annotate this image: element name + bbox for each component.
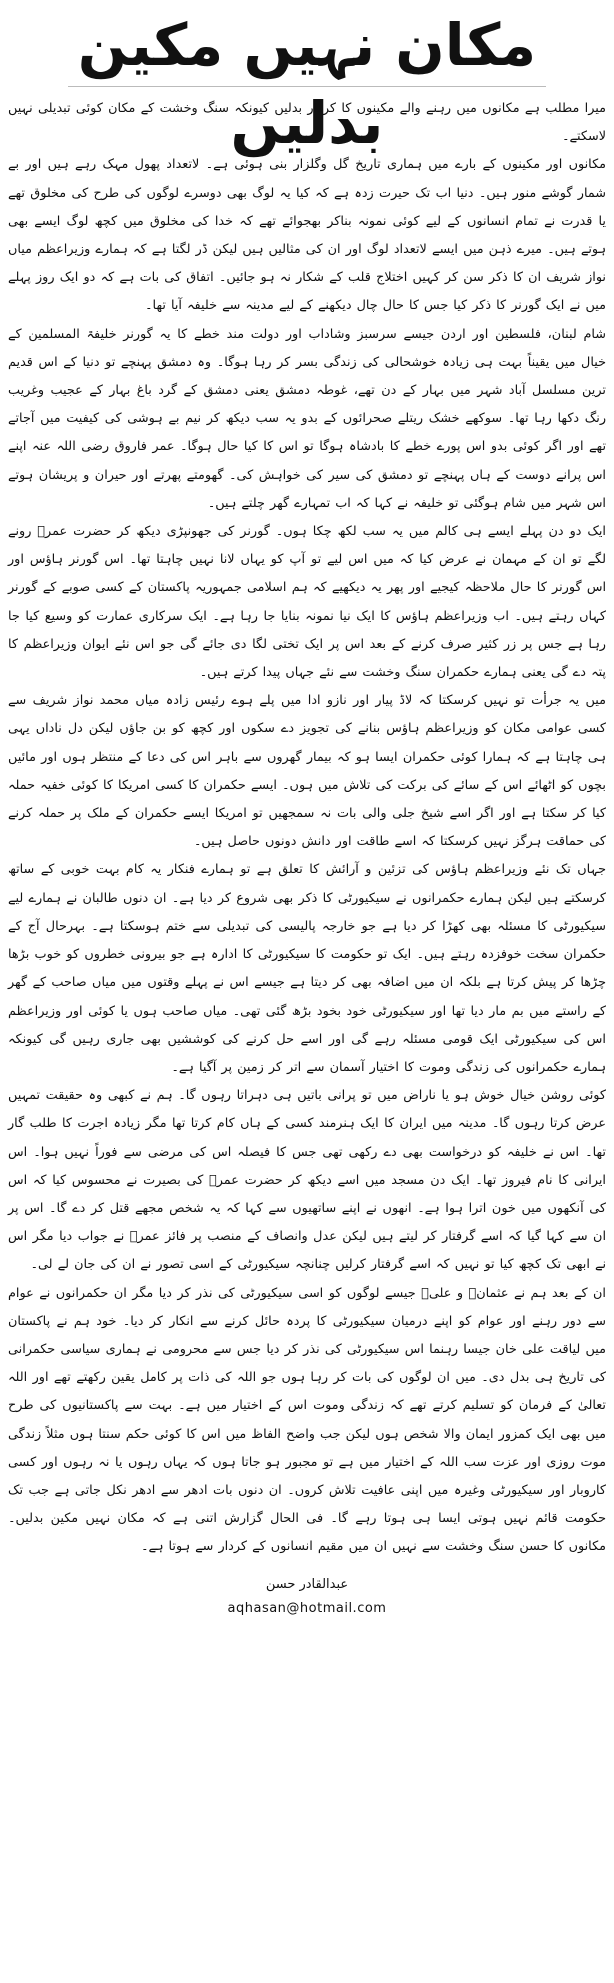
paragraph: میرا مطلب ہے مکانوں میں رہنے والے مکینوں کا کردار بدلیں کیونکہ سنگ وخشت کے مکان کوئی تبدیلی نہیں لاسکتے۔ bbox=[8, 101, 606, 145]
paragraph: مکانوں اور مکینوں کے بارے میں ہماری تاریخ گل وگلزار بنی ہوئی ہے۔ لاتعداد پھول مہک رہے ہیں اور بے شمار گوشے منور ہیں۔ دنیا اب تک حیرت زدہ ہے کہ کیا یہ لوگ بھی دوسرے لوگوں کی طرح کی مخلوق تھے یا قدرت نے تمام انسانوں کے لیے کوئی نمونہ بناکر بھجوائے تھے کہ خدا کی مخلوق میں کچھ لوگ ایسے بھی ہوتے ہیں۔ میرے ذہن میں ایسے لاتعداد لوگ اور ان کی مثالیں ہیں لیکن ڈر لگتا ہے کہ ہمارے وزیراعظم میاں نواز شریف ان کا ذکر سن کر کہیں اختلاج قلب کے شکار نہ ہو جائیں۔ اتفاق کی بات ہے کہ دو ایک روز پہلے میں نے ایک گورنر کا ذکر کیا جس کا حال چال دیکھنے کے لیے مدینہ سے خلیفہ آیا تھا۔ bbox=[8, 157, 606, 314]
paragraph: ایک دو دن پہلے ایسے ہی کالم میں یہ سب لکھ چکا ہوں۔ گورنر کی جھونپڑی دیکھ کر حضرت عمرؓ رونے لگے تو ان کے مہمان نے عرض کیا کہ میں اس لیے تو آپ کو یہاں لانا نہیں چاہتا تھا۔ اس گورنر ہاؤس اور اس گورنر کا حال ملاحظہ کیجیے اور پھر یہ دیکھیے کہ ہم اسلامی جمہوریہ پاکستان کے کسی صوبے کے گورنر کہاں رہتے ہیں۔ اب وزیراعظم ہاؤس کا ایک نیا نمونہ بنایا جا رہا ہے۔ ایک سرکاری عمارت کو وسیع کیا جا رہا ہے جس پر زر کثیر صرف کرنے کے بعد اس پر ایک تختی لگا دی جائے گی جو اس نئے ایوان وزیراعظم کا پتہ دے گی یعنی ہمارے حکمران سنگ وخشت سے نئے جہاں پیدا کرتے ہیں۔ bbox=[8, 524, 606, 681]
headline: مکان نہیں مکین بدلیں bbox=[77, 11, 537, 157]
article-body bbox=[8, 95, 606, 1562]
paragraph: کوئی روشن خیال خوش ہو یا ناراض میں تو پرانی باتیں ہی دہراتا رہوں گا۔ ہم نے کبھی وہ حقیقت تمہیں عرض کرتا رہوں گا۔ مدینہ میں ایران کا ایک ہنرمند کسی کے ہاں کام کرتا تھا مگر زیادہ اجرت کا طلب گار تھا۔ اس نے خلیفہ کو درخواست بھی دے رکھی تھی جس کا فیصلہ اس کی مرضی سے فوراً نہیں ہوا۔ اس ایرانی کا نام فیروز تھا۔ ایک دن مسجد میں اسے دیکھ کر حضرت عمرؓ کی بصیرت نے محسوس کیا کہ اس کی آنکھوں میں خون اترا ہوا ہے۔ انھوں نے اپنے ساتھیوں سے کہا کہ یہ شخص مجھے قتل کر دے گا۔ اس پر ان سے کہا گیا کہ اسے گرفتار کر لیتے ہیں لیکن عدل وانصاف کے منصب پر فائز عمرؓ نے جواب دیا مگر اس نے ابھی تک کچھ کیا تو نہیں کہ اسے گرفتار کرلیں چنانچہ سیکیورٹی کے اسی تصور نے ان کی جان لے لی۔ bbox=[8, 1088, 606, 1273]
paragraph: ان کے بعد ہم نے عثمانؓ و علیؓ جیسے لوگوں کو اسی سیکیورٹی کی نذر کر دیا مگر ان حکمرانوں نے عوام سے دور رہنے اور عوام کو اپنے درمیان سیکیورٹی کا پردہ حائل کرنے سے انکار کر دیا۔ خود ہم نے پاکستان میں لیاقت علی خان جیسا رہنما اس سیکیورٹی کی نذر کر دیا جس سے محرومی نے ہماری سیاسی حکمرانی کی تاریخ ہی بدل دی۔ میں ان لوگوں کی بات کر رہا ہوں جو اللہ کی ذات پر کامل یقین رکھتے تھے اور اللہ تعالیٰ کے فرمان کو تسلیم کرتے تھے کہ زندگی وموت اس کے اختیار میں ہے۔ بہت سے پاکستانیوں کی طرح میں بھی ایک کمزور ایمان والا شخص ہوں لیکن جب واضح الفاظ میں اس کا کوئی حکم سنتا ہوں مثلاً زندگی موت روزی اور عزت سب اللہ کے اختیار میں ہے تو مجبور ہو جاتا ہوں کہ یہاں رہوں یا نہ رہوں اور کسی کاروبار اور سیکیورٹی وغیرہ میں اپنی عافیت تلاش کروں۔ ان دنوں بات ادھر سے ادھر نکل جاتی ہے جب تک حکومت قائم نہیں ہوتی ایسا ہی ہوتا رہے گا۔ فی الحال گزارش اتنی ہے کہ مکان نہیں مکین بدلیں۔ مکانوں کا حسن سنگ وخشت سے نہیں ان میں مقیم انسانوں کے کردار سے ہوتا ہے۔ bbox=[8, 1285, 606, 1555]
author-email[interactable]: aqhasan@hotmail.com bbox=[227, 1600, 387, 1616]
paragraph: جہاں تک نئے وزیراعظم ہاؤس کی تزئین و آرائش کا تعلق ہے تو ہمارے فنکار یہ کام بہت خوبی کے ساتھ کرسکتے ہیں لیکن ہمارے حکمرانوں نے سیکیورٹی کا ذکر بھی شروع کر دیا ہے۔ ان دنوں طالبان نے ہمارے لیے سیکیورٹی کا مسئلہ بھی کھڑا کر دیا ہے جو خارجہ پالیسی کی تبدیلی سے ختم ہوسکتا ہے۔ بہرحال آج کے حکمران سخت خوفزدہ رہتے ہیں۔ ایک تو حکومت کا سیکیورٹی کا ادارہ ہے جو بیرونی خطروں کو خوب بڑھا چڑھا کر پیش کرتا ہے بلکہ ان میں اضافہ بھی کر دیتا ہے جیسے اس نے پہلے وقتوں میں میاں صاحب کے گھر کے راستے میں بم مار دیا تھا اور سیکیورٹی خود بخود بڑھ گئی تھی۔ میاں صاحب ہوں یا کوئی اور وزیراعظم اس کی سیکیورٹی ایک قومی مسئلہ رہے گی اور اسے حل کرنے کی کوششیں بھی جاری رہیں گی کیونکہ ہمارے حکمرانوں کی زندگی وموت کا اختیار آسمان سے اتر کر زمین پر آگیا ہے۔ bbox=[8, 862, 606, 1075]
paragraph: شام لبنان، فلسطین اور اردن جیسے سرسبز وشاداب اور دولت مند خطے کا یہ گورنر خلیفۃ المسلمین کے خیال میں یقیناً بہت ہی زیادہ خوشحالی کی زندگی بسر کر رہا ہوگا۔ وہ دمشق پہنچے تو دنیا کے اس قدیم ترین مسلسل آباد شہر میں بہار کے دن تھے، غوطہ دمشق یعنی دمشق کے گرد باغ بہار کے عجیب وغریب رنگ دکھا رہا تھا۔ سوکھے خشک ریتلے صحرائوں کے بدو یہ سب دیکھ کر نیم بے ہوشی کی کیفیت میں آجاتے تھے اور اگر کوئی بدو اس پورے خطے کا بادشاہ ہوگا تو اس کا کیا حال ہوگا۔ عمر فاروق رضی اللہ عنہ اپنے اس پرانے دوست کے ہاں پہنچے تو دمشق کی سیر کی خواہش کی۔ گھومتے پھرتے اور حیران و پریشان ہوتے اس شہر میں شام ہوگئی تو خلیفہ نے کہا کہ اب تمہارے گھر چلتے ہیں۔ bbox=[8, 326, 606, 511]
paragraph: میں یہ جرأت تو نہیں کرسکتا کہ لاڈ پیار اور نازو ادا میں پلے ہوے رئیس زادہ میاں محمد نواز شریف سے کسی عوامی مکان کو وزیراعظم ہاؤس بنانے کی تجویز دے سکوں اور کچھ کو بن جاؤں لیکن دل ناداں یہی ہی چاہتا ہے کہ ہمارا کوئی حکمران ایسا ہو کہ بیمار گھروں سے باہر اس کی دعا کے منتظر ہوں اور مائیں بچوں کو اٹھائے اس کے سائے کی برکت کی تلاش میں ہوں۔ ایسے حکمران کا کسی امریکا کا کوئی خفیہ حملہ کیا کر سکتا ہے اور اگر اسے شیخ جلی والی بات نہ سمجھیں تو امریکا ایسے حکمران کے ملک پر حملہ کرنے کی حماقت ہرگز نہیں کرسکتا کہ اسے طاقت اور دانش دونوں حاصل ہیں۔ bbox=[8, 693, 606, 850]
author-name: عبدالقادر حسن bbox=[265, 1576, 349, 1592]
